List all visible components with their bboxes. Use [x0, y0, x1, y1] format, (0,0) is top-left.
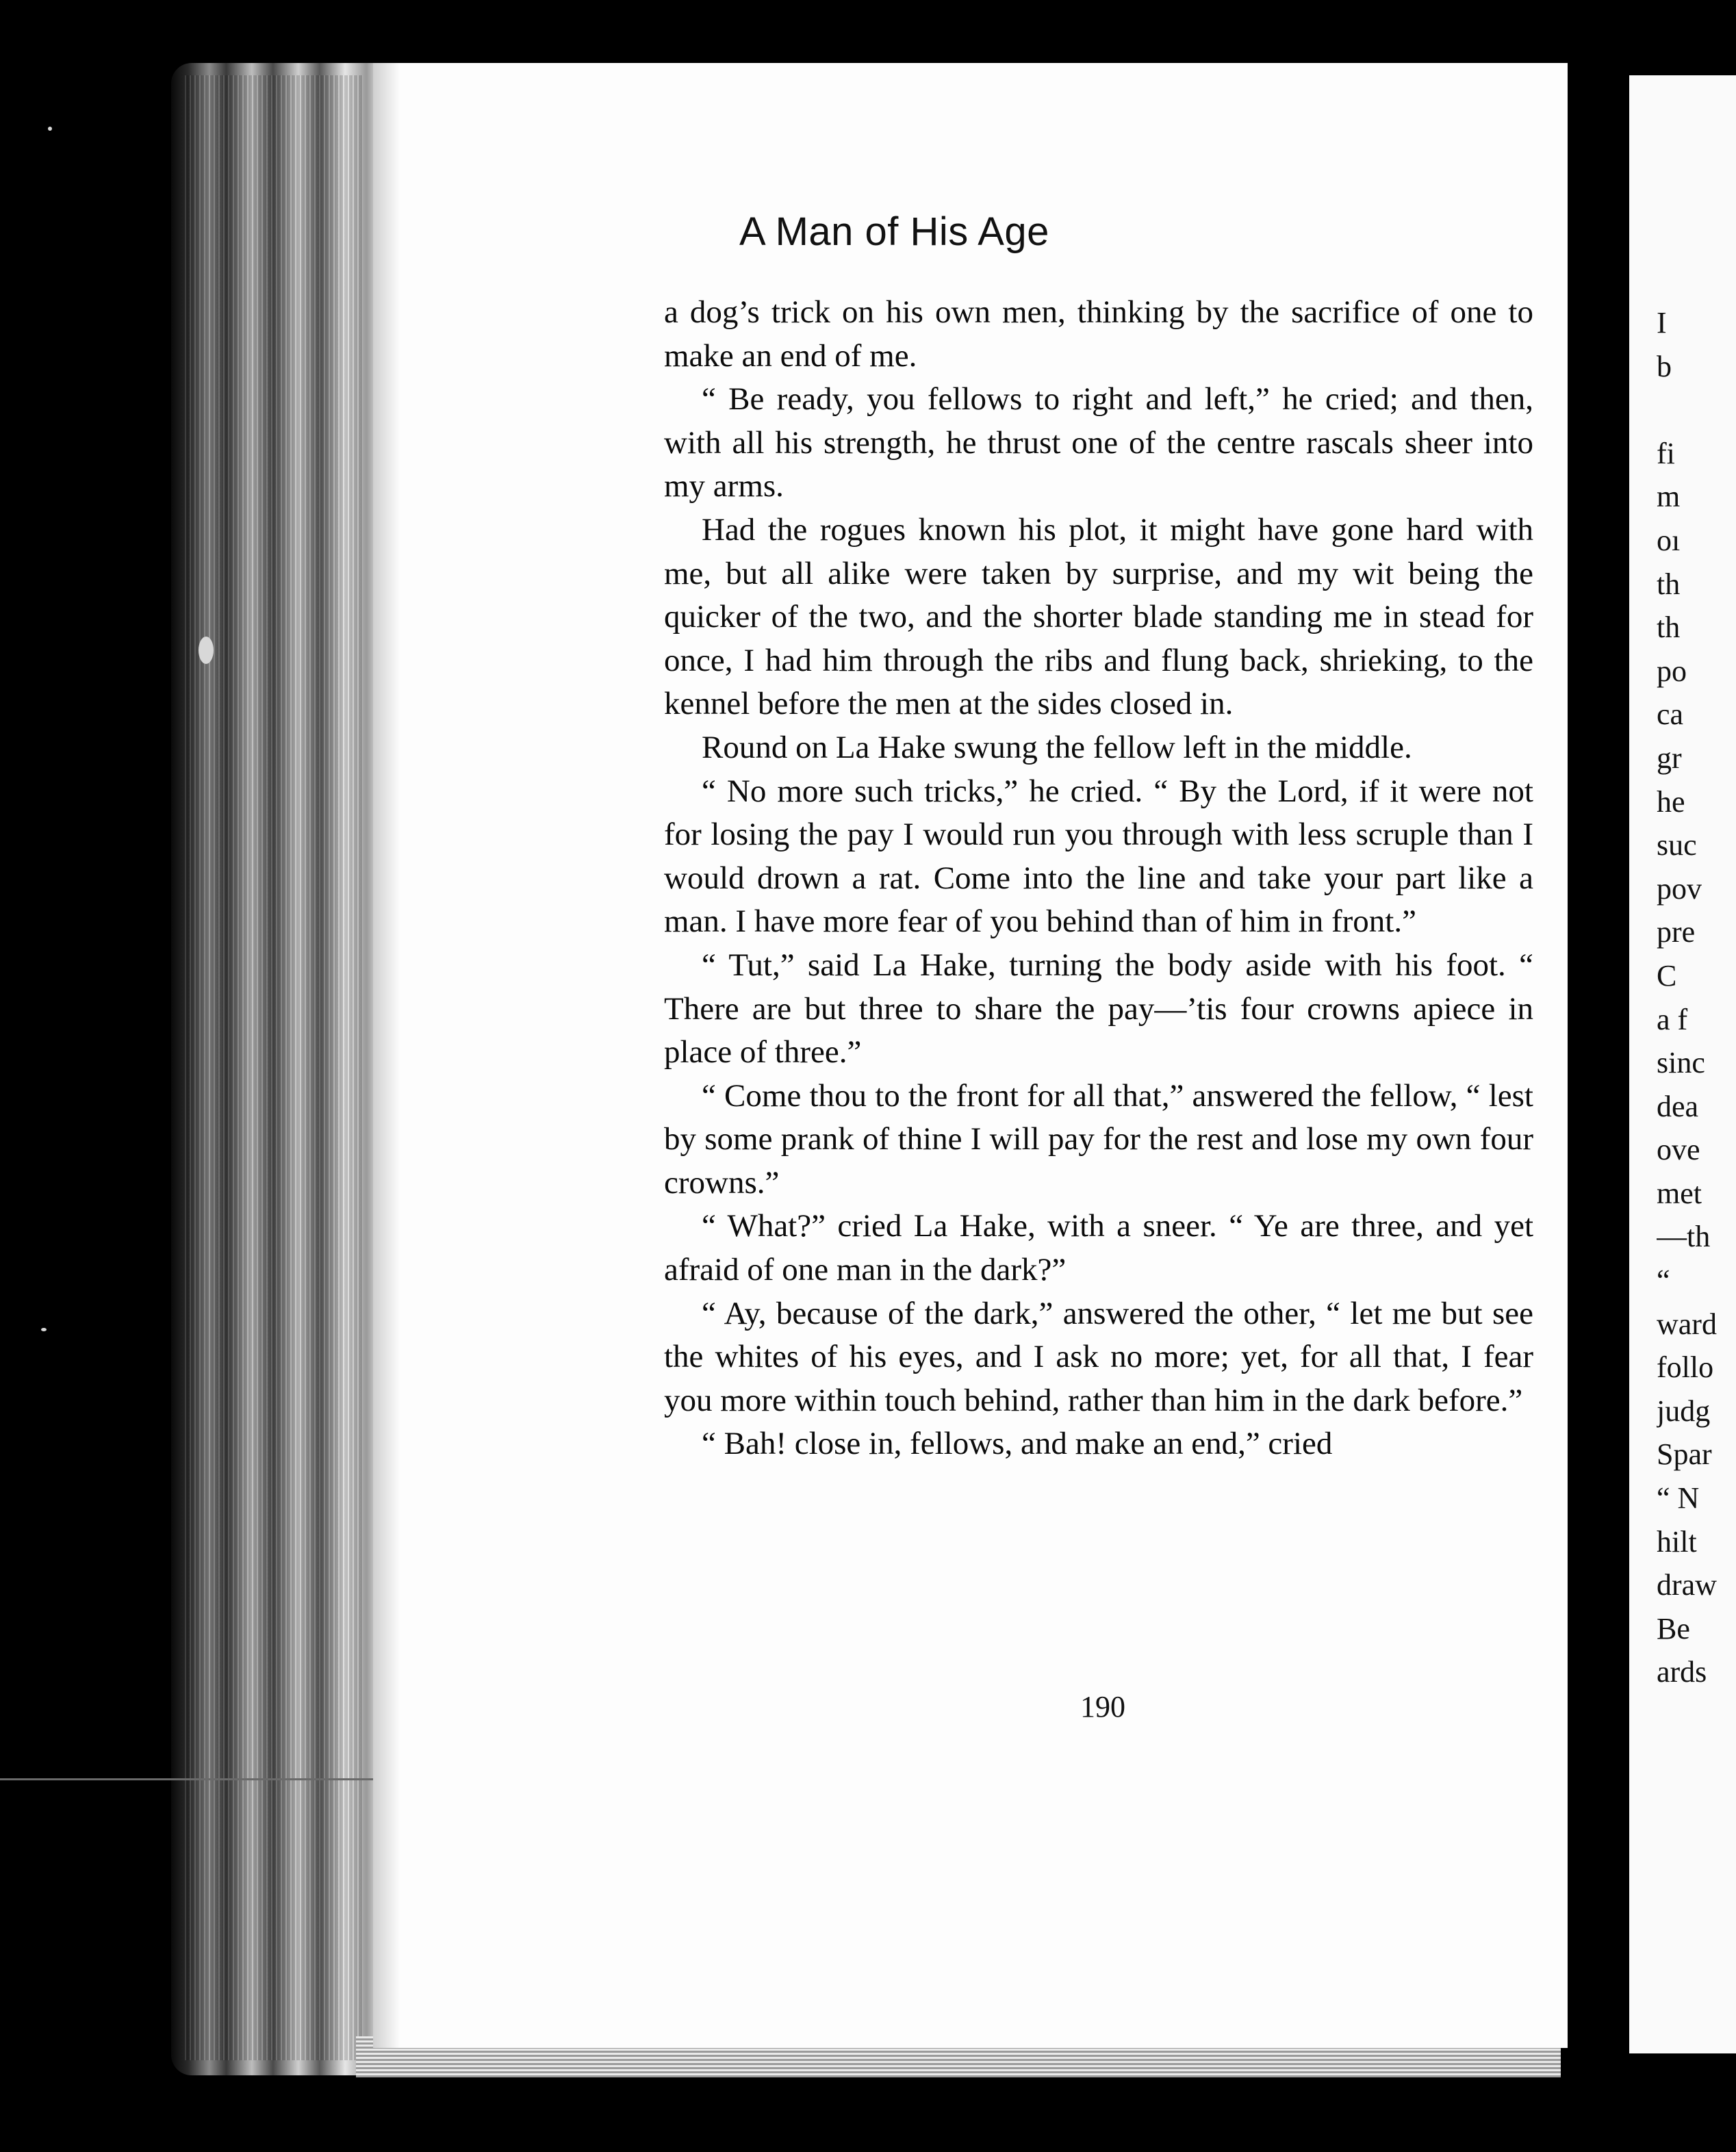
body-text: [664, 291, 1533, 1466]
running-head: A Man of His Age: [739, 209, 1049, 254]
scan-speck: [48, 127, 52, 131]
right-page-line: C: [1657, 958, 1677, 992]
right-page-line: th: [1657, 611, 1681, 645]
paragraph: “ Come thou to the front for all that,” answered the fellow, “ lest by some prank of thine I will pay for the rest and lose my own four crowns.”: [664, 1077, 1533, 1201]
paragraph: a dog’s trick on his own men, thinking by the sacrifice of one to make an end of me.: [664, 294, 1533, 374]
right-page-line: ards: [1657, 1655, 1707, 1689]
right-page-line: m: [1657, 480, 1681, 514]
paragraph: “ No more such tricks,” he cried. “ By the Lord, if it were not for losing the pay I would run you through with less scruple than I would drown a rat. Come into the line and take your part like a man. I have more fear of you behind than of him in front.”: [664, 773, 1533, 940]
right-page-line: “: [1657, 1264, 1670, 1298]
right-page-line: oı: [1657, 523, 1681, 557]
paragraph: “ Ay, because of the dark,” answered the other, “ let me but see the whites of his eyes, and I ask no more; yet, for all that, I fear you more within touch behind, rather than him in the dark before.”: [664, 1295, 1533, 1418]
paragraph: Had the rogues known his plot, it might have gone hard with me, but all alike were taken by surprise, and my wit being the quicker of the two, and the shorter blade standing me in stead for once, I had him through the ribs and flung back, shrieking, to the kennel before the men at the sides closed in.: [664, 511, 1533, 722]
right-page-line: I: [1657, 306, 1667, 340]
paragraph: Round on La Hake swung the fellow left in the middle.: [702, 729, 1412, 765]
right-page-line: follo: [1657, 1350, 1714, 1385]
right-page-line: hilt: [1657, 1524, 1697, 1559]
right-page-line: ca: [1657, 697, 1684, 732]
right-page-line: pre: [1657, 915, 1696, 949]
right-page-line: draw: [1657, 1568, 1717, 1602]
book-page-edge-striations: [185, 75, 363, 2060]
right-page-line: sinc: [1657, 1046, 1705, 1080]
scanner-line-artifact: [0, 1778, 373, 1780]
right-page-line: gr: [1657, 741, 1682, 775]
right-page-gutter: [1568, 63, 1629, 2082]
page-gutter-shadow: [373, 63, 400, 2048]
right-page-line: met: [1657, 1176, 1702, 1210]
right-page-line: po: [1657, 654, 1687, 688]
right-page-line: judg: [1657, 1394, 1711, 1428]
right-page-line: he: [1657, 784, 1685, 819]
scan-speck: [41, 1328, 47, 1331]
right-page-line: a f: [1657, 1002, 1688, 1036]
right-page-line: Be: [1657, 1611, 1690, 1645]
right-page-line: [1657, 388, 1736, 432]
paragraph: “ Tut,” said La Hake, turning the body aside with his foot. “ There are but three to share the pay—’tis four crowns apiece in place of three.”: [664, 947, 1533, 1071]
scan-speck: [199, 637, 214, 664]
paragraph: “ Be ready, you fellows to right and left,” he cried; and then, with all his strength, he thrust one of the centre rascals sheer into my arms.: [664, 381, 1533, 504]
right-page-line: ove: [1657, 1133, 1700, 1167]
right-page-line: suc: [1657, 828, 1697, 862]
right-page-line: fi: [1657, 436, 1675, 470]
right-page-line: pov: [1657, 871, 1702, 906]
page-number: 190: [1080, 1690, 1125, 1724]
paragraph: “ Bah! close in, fellows, and make an end,” cried: [702, 1426, 1333, 1462]
right-page-line: b: [1657, 349, 1672, 383]
right-page-line: dea: [1657, 1089, 1699, 1123]
right-page-line: th: [1657, 567, 1681, 601]
right-page-line: Spar: [1657, 1437, 1712, 1472]
right-page-text-fragments: [1657, 301, 1736, 1694]
paragraph: “ What?” cried La Hake, with a sneer. “ Ye are three, and yet afraid of one man in the dark?”: [664, 1208, 1533, 1288]
right-page-line: ward: [1657, 1307, 1717, 1341]
right-page-line: “ N: [1657, 1481, 1700, 1515]
right-page-line: —th: [1657, 1220, 1711, 1254]
